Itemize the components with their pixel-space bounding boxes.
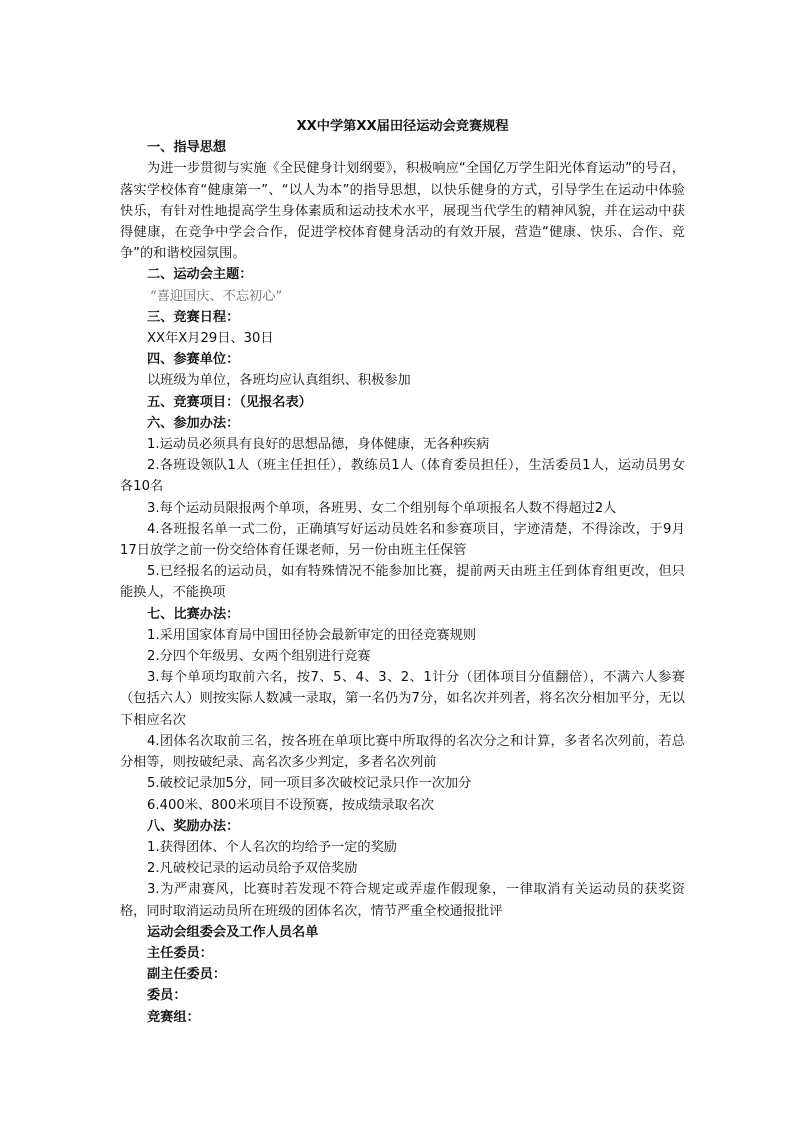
theme-text: “喜迎国庆、不忘初心” bbox=[150, 288, 283, 304]
staff-role-competition-group: 竞赛组： bbox=[147, 1009, 200, 1025]
staff-role-member: 委员： bbox=[147, 988, 187, 1004]
award-rule-item: 2.凡破校记录的运动员给予双倍奖励 bbox=[147, 861, 358, 877]
participants-text: 以班级为单位，各班均应认真组织、积极参加 bbox=[147, 373, 411, 389]
section-heading-theme: 二、运动会主题： bbox=[147, 267, 253, 283]
section-heading-events: 五、竞赛项目：（见报名表） bbox=[147, 394, 312, 410]
staff-list-heading: 运动会组委会及工作人员名单 bbox=[147, 924, 319, 940]
section-heading-competition-rules: 七、比赛办法： bbox=[147, 606, 240, 622]
entry-rule-item: 2.各班设领队1人（班主任担任），教练员1人（体育委员担任），生活委员1人，运动员男女各10名 bbox=[120, 458, 685, 495]
competition-rule-item: 5.破校记录加5分，同一项目多次破校记录只作一次加分 bbox=[147, 776, 472, 792]
competition-rule-item: 6.400米、800米项目不设预赛，按成绩录取名次 bbox=[147, 797, 435, 813]
competition-rule-item: 1.采用国家体育局中国田径协会最新审定的田径竞赛规则 bbox=[147, 627, 477, 643]
section-heading-entry-rules: 六、参加办法： bbox=[147, 415, 240, 431]
entry-rule-item: 4.各班报名单一式二份，正确填写好运动员姓名和参赛项目，字迹清楚，不得涂改，于9月17日放学之前一份交给体育任课老师，另一份由班主任保管 bbox=[120, 521, 685, 559]
award-rule-item: 3.为严肃赛风，比赛时若发现不符合规定或弄虚作假现象，一律取消有关运动员的获奖资格，同时取消运动员所在班级的团体名次，情节严重全校通报批评 bbox=[120, 882, 685, 919]
section-heading-schedule: 三、竞赛日程： bbox=[147, 309, 240, 325]
section-heading-awards: 八、奖励办法： bbox=[147, 818, 240, 834]
section-heading-guiding-thought: 一、指导思想 bbox=[147, 140, 227, 156]
staff-role-director: 主任委员： bbox=[147, 945, 213, 961]
document-title: XX中学第XX届田径运动会竞赛规程 bbox=[296, 119, 509, 134]
competition-rule-item: 3.每个单项均取前六名，按7、5、4、3、2、1计分（团体项目分值翻倍），不满六人参赛（包括六人）则按实际人数减一录取，第一名仍为7分，如名次并列者，将名次分相加平分，无以下相应名次 bbox=[120, 670, 685, 728]
entry-rule-item: 3.每个运动员限报两个单项，各班男、女二个组别每个单项报名人数不得超过2人 bbox=[147, 500, 617, 516]
document-page bbox=[120, 116, 685, 1028]
guiding-thought-paragraph: 为进一步贯彻与实施《全民健身计划纲要》，积极响应“全国亿万学生阳光体育运动”的号召，落实学校体育“健康第一”、“以人为本”的指导思想，以快乐健身的方式，引导学生在运动中体验快乐，有针对性地提高学生身体素质和运动技术水平，展现当代学生的精神风貌，并在运动中获得健康，在竞争中学会合作，促进学校体育健身活动的有效开展，营造“健康、快乐、合作、竞争”的和谐校园氛围。 bbox=[120, 161, 685, 262]
entry-rule-item: 1.运动员必须具有良好的思想品德，身体健康，无各种疾病 bbox=[147, 437, 490, 453]
competition-rule-item: 2.分四个年级男、女两个组别进行竞赛 bbox=[147, 649, 371, 665]
section-heading-participants: 四、参赛单位： bbox=[147, 352, 240, 368]
staff-role-deputy-director: 副主任委员： bbox=[147, 967, 227, 983]
competition-rule-item: 4.团体名次取前三名，按各班在单项比赛中所取得的名次分之和计算，多者名次列前，若总分相等，则按破纪录、高名次多少判定，多者名次列前 bbox=[120, 733, 685, 771]
award-rule-item: 1.获得团体、个人名次的均给予一定的奖励 bbox=[147, 839, 397, 855]
schedule-text: XX年X月29日、30日 bbox=[147, 331, 274, 347]
entry-rule-item: 5.已经报名的运动员，如有特殊情况不能参加比赛，提前两天由班主任到体育组更改，但只能换人，不能换项 bbox=[120, 564, 685, 601]
